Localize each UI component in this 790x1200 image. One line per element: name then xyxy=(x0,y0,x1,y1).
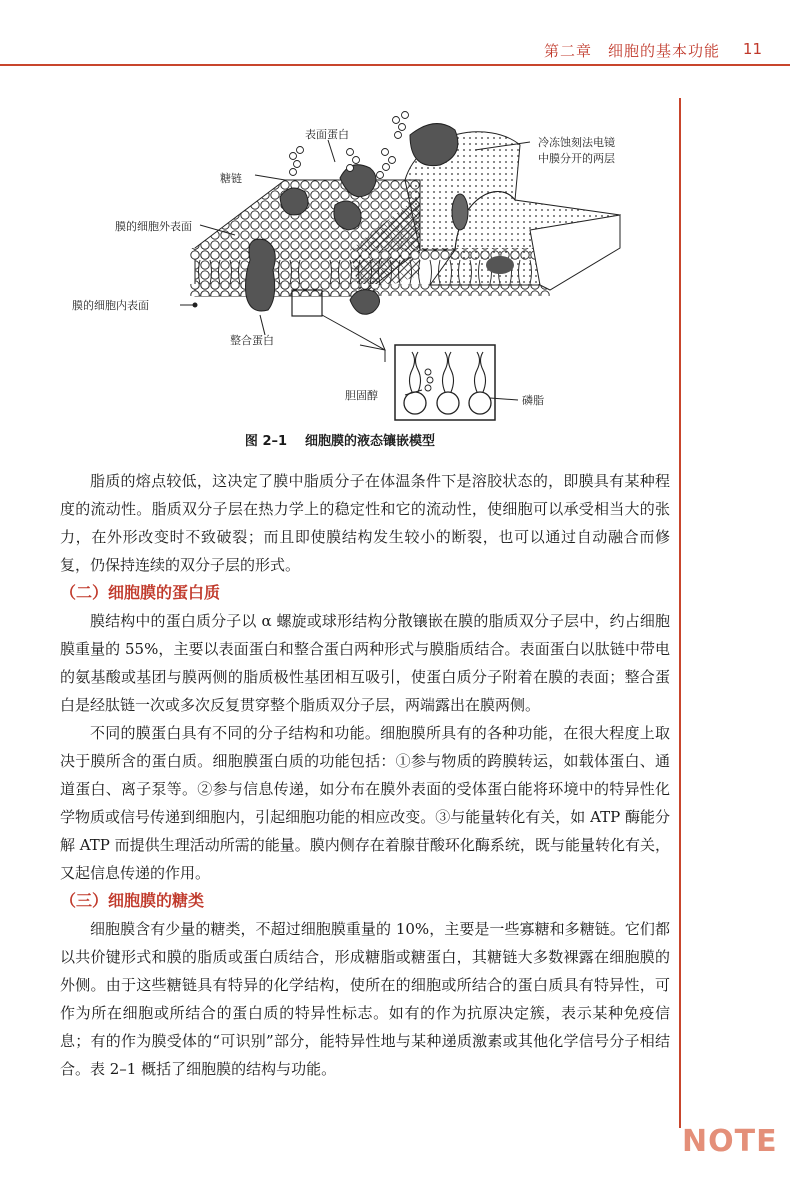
label-phospholipid: 磷脂 xyxy=(522,394,544,407)
paragraph-protein-function: 不同的膜蛋白具有不同的分子结构和功能。细胞膜所具有的各种功能，在很大程度上取决于膜所含的蛋白质。细胞膜蛋白质的功能包括：①参与物质的跨膜转运，如载体蛋白、通道蛋白、离子泵等。②参与信息传递，如分布在膜外表面的受体蛋白能将环境中的特异性化学物质或信号传递到细胞内，引起细胞功能的相应改变。③与能量转化有关，如 ATP 酶能分解 ATP 而提供生理活动所需的能量。膜内侧存在着腺苷酸环化酶系统，既与能量转化有关，又起信息传递的作用。 xyxy=(60,724,670,882)
label-cholesterol: 胆固醇 xyxy=(345,389,378,402)
label-outer-surface: 膜的细胞外表面 xyxy=(115,220,192,233)
caption-text: 细胞膜的液态镶嵌模型 xyxy=(305,434,436,449)
section-heading-proteins: （二）细胞膜的蛋白质 xyxy=(60,583,221,602)
paragraph-carbohydrates: 细胞膜含有少量的糖类，不超过细胞膜重量的 10%，主要是一些寡糖和多糖链。它们都以共价键形式和膜的脂质或蛋白质结合，形成糖脂或糖蛋白，其糖链大多数裸露在细胞膜的外侧。由于这些糖链具有特异的化学结构，使所在的细胞或所结合的蛋白质具有特异性，可作为所在细胞或所结合的蛋白质的特异性标志。如有的作为抗原决定簇，表示某种免疫信息；有的作为膜受体的“可识别”部分，能特异性地与某种递质激素或其他化学信号分子相结合。表 2–1 概括了细胞膜的结构与功能。 xyxy=(60,920,670,1078)
header-rule xyxy=(0,64,790,66)
paragraph-lipid-fluidity: 脂质的熔点较低，这决定了膜中脂质分子在体温条件下是溶胶状态的，即膜具有某种程度的流动性。脂质双分子层在热力学上的稳定性和它的流动性，使细胞可以承受相当大的张力，在外形改变时不致破裂；而且即使膜结构发生较小的断裂，也可以通过自动融合而修复，仍保持连续的双分子层的形式。 xyxy=(60,472,670,574)
note-margin-label: NOTE xyxy=(682,1124,778,1159)
label-sugar-chain: 糖链 xyxy=(220,172,242,185)
membrane-figure xyxy=(60,100,660,430)
paragraph-protein-structure: 膜结构中的蛋白质分子以 α 螺旋或球形结构分散镶嵌在膜的脂质双分子层中，约占细胞膜重量的 55%，主要以表面蛋白和整合蛋白两种形式与膜脂质结合。表面蛋白以肽链中带电的氨基酸或基团与膜两侧的脂质极性基团相互吸引，使蛋白质分子附着在膜的表面；整合蛋白是经肽链一次或多次反复贯穿整个脂质双分子层，两端露出在膜两侧。 xyxy=(60,612,670,714)
sugar-chains xyxy=(290,112,409,179)
label-surface-protein: 表面蛋白 xyxy=(305,128,349,141)
label-inner-surface: 膜的细胞内表面 xyxy=(72,299,149,312)
fluid-mosaic-diagram xyxy=(60,100,660,430)
page-number: 11 xyxy=(742,40,762,58)
caption-number: 图 2–1 xyxy=(244,434,288,449)
label-integral-protein: 整合蛋白 xyxy=(230,334,274,347)
margin-rule xyxy=(679,98,681,1128)
section-heading-carbohydrates: （三）细胞膜的糖类 xyxy=(60,891,205,910)
figure-caption xyxy=(0,430,680,449)
label-freeze-etch-1: 冷冻蚀刻法电镜 xyxy=(538,136,615,149)
chapter-title: 第二章 细胞的基本功能 xyxy=(543,42,720,60)
body-text xyxy=(60,467,670,1083)
label-freeze-etch-2: 中膜分开的两层 xyxy=(538,152,615,165)
